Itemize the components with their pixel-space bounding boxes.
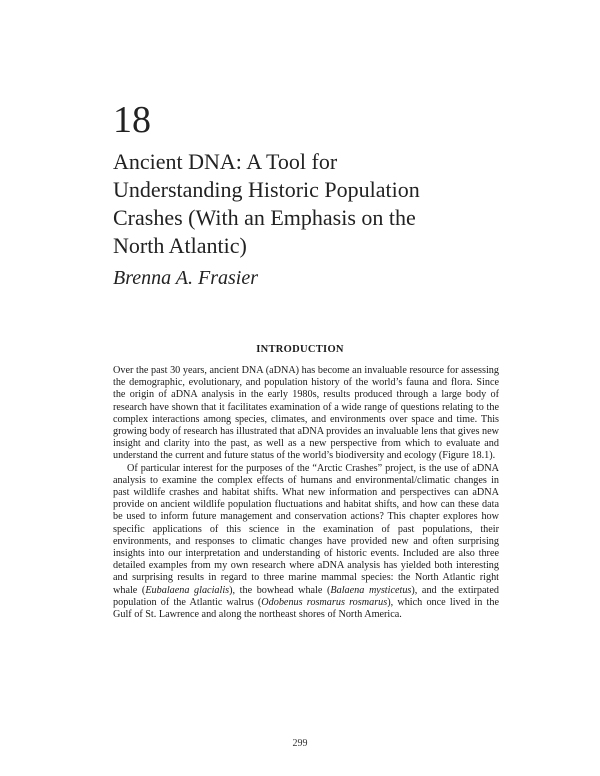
section-heading: INTRODUCTION [256, 344, 344, 355]
chapter-author: Brenna A. Frasier [113, 267, 258, 289]
species-name: Eubalaena glacialis [145, 584, 230, 596]
body-text [113, 365, 499, 621]
chapter-number: 18 [113, 99, 151, 141]
paragraph [113, 463, 499, 622]
paragraph: Over the past 30 years, ancient DNA (aDNA) has become an invaluable resource for assessing the demographic, evolutionary, and population history of the world’s fauna and flora. Since the origin of aDNA analysis in the early 1980s, results produced through a large body of research have shown that it facilitates examination of a wide range of questions relating to the complex interactions among species, climates, and environments over space and time. This growing body of research has illustrated that aDNA provides an invaluable lens that gives new insight and clarity into the past, as well as a new perspective from which to evaluate and understand the current and future status of the world’s biodiversity and ecology (Figure 18.1). [113, 365, 499, 462]
species-name: Odobenus rosmarus rosmarus [261, 596, 388, 608]
paragraph-text: ), and the extirpated population of the Atlantic walrus ( [113, 584, 499, 608]
chapter-title-line: Crashes (With an Emphasis on the [113, 205, 416, 230]
species-name: Balaena mysticetus [330, 584, 412, 596]
paragraph-text: ), which once lived in the Gulf of St. Lawrence and along the northeast shores of North America. [113, 596, 499, 621]
chapter-title-line: Ancient DNA: A Tool for [113, 149, 338, 174]
chapter-title [113, 148, 533, 260]
paragraph-text: ), the bowhead whale ( [229, 584, 331, 596]
chapter-title-line: North Atlantic) [113, 233, 247, 258]
paragraph-text: Of particular interest for the purposes of the “Arctic Crashes” project, is the use of aDNA analysis to examine the complex effects of humans and environmental/climatic changes in past wildlife crashes and habitat shifts. What new information and perspectives can aDNA provide on ancient wildlife population fluctuations and habitat shifts, and how can these data be used to inform future management and conservation actions? This chapter explores how specific applications of this science in the examination of past populations, their environments, and responses to climatic changes have provided new and often surprising insights into our interpretation and understanding of historic events. Included are also three detailed examples from my own research where aDNA analysis has yielded both interesting and surprising results in regard to three marine mammal species: the North Atlantic right whale ( [113, 462, 499, 596]
chapter-title-line: Understanding Historic Population [113, 177, 420, 202]
page-number: 299 [292, 738, 308, 749]
